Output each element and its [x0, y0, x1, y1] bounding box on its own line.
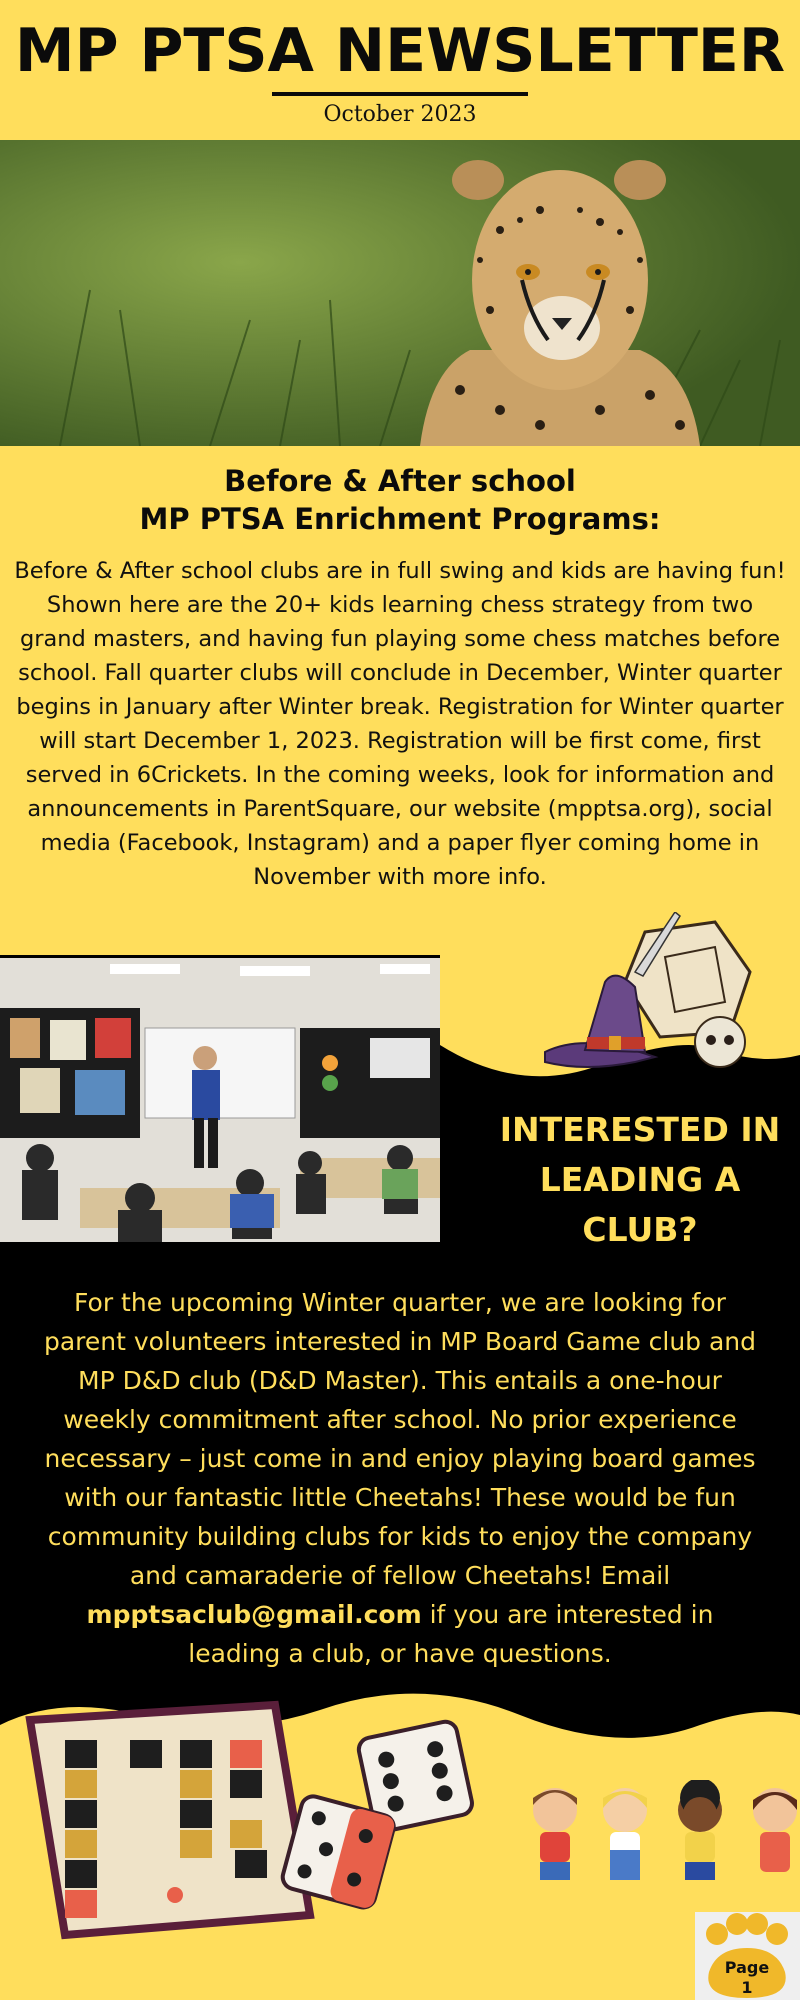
club-body-text-end: if you are interested in leading a club, or have questions.: [188, 1600, 714, 1668]
enrichment-body: Before & After school clubs are in full swing and kids are having fun! Shown here are the 20+ kids learning chess strategy from two grand masters, and having fun playing some chess matches before school. Fall quarter clubs will conclude in December, Winter quarter begins in January after Winter break. Registration for Winter quarter will start December 1, 2023. Registration will be first come, first served in 6Crickets. In the coming weeks, look for information and announcements in ParentSquare, our website (mpptsa.org), social media (Facebook, Instagram) and a paper flyer coming home in November with more info.: [14, 558, 786, 890]
club-heading-line1: INTERESTED IN: [499, 1110, 781, 1149]
page-label-line1: Page: [724, 1958, 770, 1977]
board-game-icon: [20, 1690, 320, 1950]
club-body-text: For the upcoming Winter quarter, we are looking for parent volunteers interested in MP Board Game club and MP D&D club (D&D Master). This entails a one-hour weekly commitment after school. No prior experience necessary – just come in and enjoy playing board games with our fantastic little Cheetahs! These would be fun community building clubs for kids to enjoy the company and camaraderie of fellow Cheetahs! Email: [43, 1288, 757, 1590]
newsletter-date: October 2023: [323, 102, 477, 127]
kids-illustration: [520, 1780, 800, 1890]
enrichment-heading-line1: Before & After school: [224, 464, 576, 498]
page-label-line2: 1: [741, 1978, 753, 1997]
dice-icon: [280, 1715, 490, 1915]
newsletter-header: [0, 0, 800, 140]
club-email-link[interactable]: mpptsaclub@gmail.com: [86, 1600, 422, 1629]
enrichment-heading: [0, 462, 800, 538]
enrichment-heading-line2: MP PTSA Enrichment Programs:: [139, 502, 661, 536]
wizard-hat-d20-skull-icon: [525, 912, 775, 1077]
page-badge: [695, 1912, 800, 2000]
chess-class-photo: [0, 958, 440, 1242]
cheetah-photo: [0, 140, 800, 446]
title-underline: [272, 92, 528, 96]
club-heading-line2: LEADING A: [539, 1160, 741, 1199]
page-number: [709, 1958, 785, 1998]
club-heading: [490, 1105, 790, 1255]
newsletter-title: MP PTSA NEWSLETTER: [14, 16, 786, 86]
club-body: [38, 1283, 762, 1673]
club-heading-line3: CLUB?: [582, 1210, 698, 1249]
